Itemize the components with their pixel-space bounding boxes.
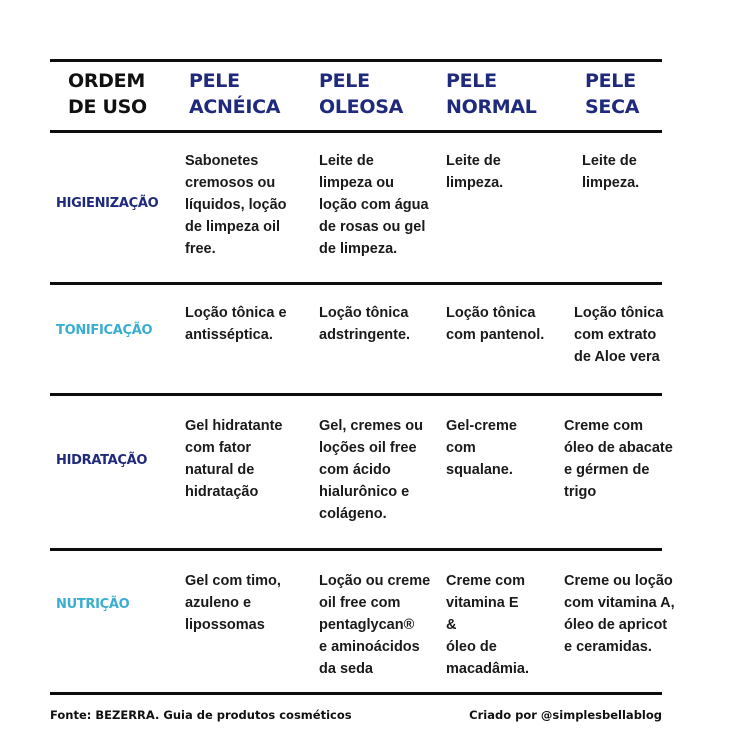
table-cell: Leite de limpeza ou loção com água de rosas ou gel de limpeza. [319,153,429,257]
table-cell: Loção tônica com pantenol. [446,305,545,343]
header-col-normal: PELE NORMAL [446,70,537,118]
table-cell: Leite de limpeza. [582,153,640,191]
row-divider [50,393,662,396]
top-rule [50,59,662,62]
header-order-of-use: ORDEM DE USO [68,70,147,118]
creator-credit: Criado por @simplesbellablog [469,708,662,722]
table-cell: Loção ou creme oil free com pentaglycan® e aminoácidos da seda [319,573,431,677]
row-divider [50,282,662,285]
table-cell: Creme com vitamina E & óleo de macadâmia. [446,573,530,677]
row-label-cleansing: HIGIENIZAÇÃO [56,196,159,211]
source-citation: Fonte: BEZERRA. Guia de produtos cosméticos [50,708,352,722]
table-cell: Creme com óleo de abacate e gérmen de trigo [564,418,673,500]
table-cell: Loção tônica com extrato de Aloe vera [574,305,664,365]
row-divider [50,548,662,551]
table-cell: Loção tônica e antisséptica. [185,305,287,343]
row-label-hydration: HIDRATAÇÃO [56,453,148,468]
table-cell: Gel hidratante com fator natural de hidratação [185,418,283,500]
table-cell: Gel, cremes ou loções oil free com ácido hialurônico e colágeno. [319,418,423,522]
table-cell: Creme ou loção com vitamina A, óleo de apricot e ceramidas. [564,573,675,655]
table-cell: Sabonetes cremosos ou líquidos, loção de limpeza oil free. [185,153,287,257]
header-col-oily: PELE OLEOSA [319,70,403,118]
table-cell: Leite de limpeza. [446,153,504,191]
header-col-dry: PELE SECA [585,70,640,118]
header-rule [50,130,662,133]
row-label-toning: TONIFICAÇÃO [56,323,153,338]
header-col-acneic: PELE ACNÉICA [189,70,281,118]
bottom-rule [50,692,662,695]
table-cell: Gel com timo, azuleno e lipossomas [185,573,281,633]
table-cell: Gel-creme com squalane. [446,418,517,478]
row-label-nutrition: NUTRIÇÃO [56,597,130,612]
table-cell: Loção tônica adstringente. [319,305,411,343]
